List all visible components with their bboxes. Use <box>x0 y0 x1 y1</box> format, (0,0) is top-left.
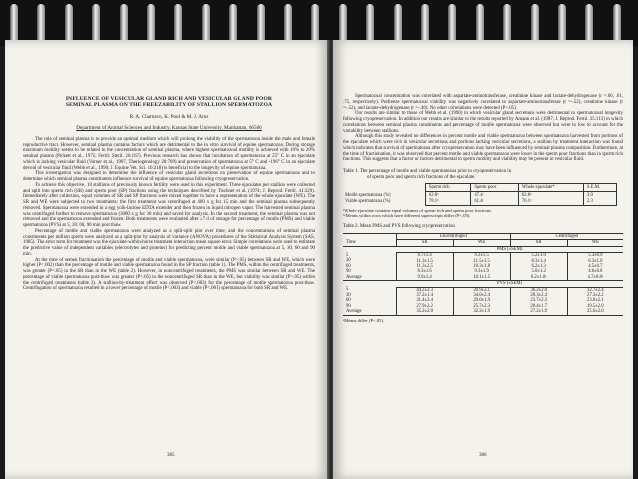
authors: R. A. Charneco, K. Pool & M. J. Arns <box>129 113 209 120</box>
table1-caption-line-2: of sperm poor and sperm rich fractions of the ejaculate. <box>367 174 476 180</box>
table-cell <box>425 192 470 205</box>
paragraph: Spermatozoal concentration was correlated with aspartate-aminotransferase, creatinine kinase and lactate-dehydrogenase (r =.60, .61, .75, respectively). Prefreeze spermatozoal viability was negatively correlated to aspartate-aminotransferase (r =-.52), creatinine kinase (r =-.52), and lactate-dehydrogenase (r =-.46). No other correlations were detected (P>.05). <box>343 94 623 111</box>
binder-ring <box>421 4 429 44</box>
cell-value: 6.3±1.0 <box>588 258 603 264</box>
cell-value: 78.1ᵇ <box>428 198 439 204</box>
table1 <box>345 183 617 206</box>
cell-value: 28.3±2.4 <box>530 293 547 299</box>
binder-ring <box>92 4 100 44</box>
cell-value: 11.3±2.5 <box>416 264 433 270</box>
binder-ring <box>311 4 319 44</box>
data-column <box>396 253 453 281</box>
binder-ring <box>476 4 484 44</box>
table-header: Sperm rich <box>425 184 470 192</box>
table-header: WE <box>453 240 510 246</box>
data-column <box>453 287 510 315</box>
cell-value: 10.3±1.8 <box>473 264 490 270</box>
cell-value: 25.6±2.0 <box>587 309 604 315</box>
table-header: S.E.M. <box>583 184 616 192</box>
paper-title <box>23 96 315 109</box>
table-header-row <box>345 184 617 192</box>
binder-ring <box>37 4 45 44</box>
cell-value: 23.0±2.1 <box>587 298 604 304</box>
cell-value: 3.0 <box>586 193 593 199</box>
binder-ring <box>284 4 292 44</box>
cell-value: 27.9±2.2 <box>416 303 433 309</box>
binder-ring <box>503 4 511 44</box>
cell-value: 2.3 <box>586 198 593 204</box>
table1-caption-line-1: Table 1. The percentage of motile and viable spermatozoa prior to cryopreservation in <box>343 169 512 174</box>
cell-value: 29.0±1.9 <box>473 298 490 304</box>
binder-ring <box>448 4 456 44</box>
cell-value: 27.3±2.2 <box>587 293 604 299</box>
cell-value: 5.3±0.9 <box>588 253 603 259</box>
data-column <box>567 287 623 315</box>
binder-ring <box>613 4 621 44</box>
section-label: PMS (±SEM) <box>396 246 623 252</box>
time-column <box>343 287 396 315</box>
cell-value: 4.5±0.7 <box>588 264 603 270</box>
cell-value: 32.7±2.4 <box>587 287 604 293</box>
data-column <box>510 253 567 281</box>
table-header: SR <box>510 240 567 246</box>
cell-value: 6.2±1.0ᵃ <box>530 274 547 280</box>
table-row <box>343 253 623 281</box>
footnote: ᵃWhole ejaculate contains equal volumes of sperm rich and sperm poor fractions. <box>343 207 492 213</box>
binder-ring <box>229 4 237 44</box>
binder-ring <box>65 4 73 44</box>
table2-caption: Table 2. Mean PMS and PVS following cryopreservation <box>343 224 455 230</box>
right-body <box>343 94 623 163</box>
cell-value: 61.4ᶜ <box>474 198 484 204</box>
time-value: 5 <box>346 252 349 258</box>
title-line-2: SEMINAL PLASMA ON THE FREEZABILITY OF STALLION SPERMATOZOA <box>65 102 273 109</box>
paragraph: Our results are similar to those of Webb et al. (1990) in which vesicular gland secretions were detrimental to spermatozoal longevity following cryopreservation. In addition our results are similar to the results reported by Amann et al. (1987; J. Reprod. Fertil. 35:113) in which correlations between seminal plasma constituents and percentage of motile spermatozoa were observed but were to low to account for the variability between stallions. <box>343 111 623 134</box>
binder-ring <box>531 4 539 44</box>
data-column <box>510 287 567 315</box>
table-header: WE <box>567 240 623 246</box>
time-value: 30 <box>346 258 351 264</box>
cell-value: 9.9±1.4 <box>417 274 432 280</box>
row-label-text: Viable spermatozoa (%) <box>345 198 391 204</box>
page-number: 386 <box>479 453 487 458</box>
cell-value: 10.1±1.5 <box>473 274 490 280</box>
cell-value: 31.4±2.4 <box>416 298 433 304</box>
paragraph: To achieve this objective, 10 stallions of previously known fertility were used in this experiment. Three ejaculates per stallion were collected and split into sperm rich (SR) and sperm poor (SP) fractions using the techniques described by Tischner et al. (1974; J. Reprod. Fertil. 41:329). Immediately after collection, equal volumes of SR and SP fractions were mixed together to have a representation of the whole ejaculate (WE). The SR and WE were subjected to two treatments: the first treatment was centrifuged at 400 x g for 15 min and the seminal plasma subsequently removed. Spermatozoa were extended in a egg yolk-lactose EDTA extender and then frozen in liquid nitrogen vapor. The harvested seminal plasma was centrifuged further to remove spermatozoa (3000 x g for 30 min) and saved for analysis. In the second treatment, the seminal plasma was not removed and the spermatozoa extended and frozen. Both treatments were evaluated after ≥7 d of storage for percentage of motile (PMS) and viable spermatozoa (PVS) at 5, 30, 60, 90 min post thaw. <box>23 182 315 229</box>
group-header: Centrifuged <box>510 233 623 239</box>
paragraph: The role of seminal plasma is to provide an optimal medium which will prolong the viability of the spermatozoa inside the male and female reproductive tract. However, seminal plasma contains factors which are detrimental to the in vitro survival of equine spermatozoa. During storage maximum motility seems to be related to the concentration of seminal plasma, where highest spermatozoal motility is achieved with 10% to 20% seminal plasma (Pickett et al., 1975; Fertil. Steril. 26:167). Previous research has shown that incubation of spermatozoa at 25° C in an ejaculate which is lacking vesicular fluid (Varner et al., 1987, Theriogenology 28:709) and preservation of spermatozoa at 5° C and -196° C in an ejaculate devoid of vesicular fluid (Webb et al., 1990; J. Equine Vet. Sci. 10:218) is beneficial to the longevity of equine spermatozoa. <box>23 136 315 171</box>
time-header: Time <box>343 240 396 246</box>
table1-caption <box>343 169 623 180</box>
cell-value: 27.2±1.9 <box>530 309 547 315</box>
cell-value: 32.2±1.9 <box>473 309 490 315</box>
cell-value: 8.3±1.6 <box>417 269 432 275</box>
left-page <box>5 40 329 479</box>
table-cell <box>345 184 425 192</box>
table-row <box>345 192 617 205</box>
paragraph: At the time of semen fractionation the percentage of motile and viable spermatozoa, were similar (P>.05) between SR and WE, which were higher (P<.002) than the percentage of motile and viable spermatozoa found in the SP fraction (table 1). The PMS, within the centrifuged treatments, was greater (P<.05) in the SR than in the WE (table 2). However, in noncentrifuged treatments, the PMS was similar between SR and WE. The percentage of viable spermatozoa post-thaw was greater (P<.05) in the noncentrifuged SR than in the WE, but viability was similar (P>.05) within the centrifuged treatments (table 2). A stallion-by-treatment effect was observed (P<.003) for the percentage of motile spermatozoa post-thaw. Centrifugation of spermatozoa resulted in a lower percentage of motile (P<.003) and viable (P<.001) spermatozoa for both SR and WE. <box>23 257 315 292</box>
binder-ring <box>339 4 347 44</box>
paragraph: Although this study revealed no differences in percent motile and viable spermatozoa between spermatozoa harvested from portions of the ejaculate which were rich in vesicular secretions and portions lacking vesicular secretions, a stallion by treatment interaction was found which indicates that survival of spermatozoa after cryopreservation may have been influenced by seminal plasma composition. Furthermore, at the time of fractionation, it was observed that percent motile and viable spermatozoa were lower in the sperm poor fractions than in sperm rich fractions. This suggests that a factor or factors detrimental to sperm motility and viability may be present in vesicular fluid. <box>343 134 623 163</box>
table-header: Whole ejaculate* <box>518 184 583 192</box>
table-header: Sperm poor <box>471 184 519 192</box>
binder-ring <box>120 4 128 44</box>
time-value: 30 <box>346 292 351 298</box>
cell-value: 5.0±1.2 <box>531 269 546 275</box>
cell-value: 11.3±1.5 <box>416 258 433 264</box>
cell-value: 47.4ᶜ <box>474 193 484 199</box>
table-header: SR <box>396 240 453 246</box>
cell-value: 23.7±2.3 <box>530 298 547 304</box>
cell-value: 9.2±1.5 <box>474 253 489 259</box>
title-line-1: INFLUENCE OF VESICULAR GLAND RICH AND VESICULAR GLAND POOR <box>65 96 273 102</box>
paragraph: Percentage of motile and viable spermatozoa were analyzed as a split-split plot over time, and the concentrations of seminal plasma constituents per million sperm were analyzed as a split-plot by analysis of variance (ANOVA) procedures of the Statistical Analysis System (SAS, 1985). The error term for treatment was the ejaculate-within-horse treatment interaction mean square error. Simple correlations were used to estimate the predictive value of independent variables (electrolytes and proteins) for predicting percent motile and viable spermatozoa at 5, 30, 60 and 90 min. <box>23 228 316 257</box>
group-header: Uncentrifuged <box>396 233 510 239</box>
data-column <box>396 287 453 315</box>
time-value: 5 <box>346 287 349 293</box>
binder-ring <box>394 4 402 44</box>
paragraph: This investigation was designed to determine the influence of vesicular gland secretions on preservation of equine spermatozoa and to determine which seminal plasma constituents influence survival of equine spermatozoa following cryopreservation. <box>23 171 315 183</box>
footnote: ᵇᶜMeans within rows which have different superscripts differ (P<.05). <box>343 213 471 219</box>
cell-value: 25.7±2.3 <box>473 303 490 309</box>
time-value: Average <box>346 309 362 315</box>
row-label-text: Motile spermatozoa (%) <box>345 193 391 199</box>
table2 <box>343 233 623 316</box>
cell-value: 34.0±2.4 <box>473 293 490 299</box>
table-cell <box>471 192 519 205</box>
cell-value: 37.2±1.4 <box>416 293 433 299</box>
section-label: PVS (±SEM) <box>396 281 623 287</box>
cell-value: 4.7±0.8ᵃ <box>587 274 604 280</box>
table-row <box>343 287 623 315</box>
cell-value: 9.3±1.9 <box>474 269 489 275</box>
department: Department of Animal Sciences and Industry, Kansas State University, Manhattan, 66506 <box>76 124 262 131</box>
cell-value: 19.5±2.0 <box>587 303 604 309</box>
time-value: 60 <box>346 263 351 269</box>
cell-value: 4.6±0.8 <box>588 269 603 275</box>
cell-value: 76.1ᵇ <box>521 198 532 204</box>
cell-value: 5.2±1.0 <box>531 253 546 259</box>
cell-value: 35.2±2.0 <box>416 309 433 315</box>
table1-footnotes <box>343 208 623 219</box>
cell-value: 62.8ᵇ <box>521 193 532 199</box>
table-cell <box>583 192 616 205</box>
right-page <box>333 40 633 479</box>
data-column <box>453 253 510 281</box>
cell-value: 36.2±2.8 <box>530 287 547 293</box>
binder-ring <box>174 4 182 44</box>
table2-footnote: ᵃMeans differ (P<.05). <box>343 317 385 323</box>
cell-value: 8.3±1.4 <box>531 258 546 264</box>
row-label <box>345 192 425 205</box>
cell-value: 20.4±1.7 <box>530 303 547 309</box>
time-column <box>343 253 396 281</box>
cell-value: 8.7±1.4 <box>417 253 432 259</box>
time-value: 60 <box>346 298 351 304</box>
cell-value: 6.2±1.3 <box>531 264 546 270</box>
binder-ring <box>147 4 155 44</box>
cell-value: 62.8ᵇ <box>428 193 439 199</box>
cell-value: 39.9±2.1 <box>473 287 490 293</box>
binder-ring <box>585 4 593 44</box>
cell-value: 11.5±1.5 <box>473 258 490 264</box>
binder-ring <box>257 4 265 44</box>
data-column <box>567 253 623 281</box>
binder-ring <box>10 4 18 44</box>
binder-ring <box>558 4 566 44</box>
time-value: 90 <box>346 269 351 275</box>
page-number: 385 <box>167 453 175 458</box>
cell-value: 44.2±2.3 <box>416 287 433 293</box>
table-cell <box>518 192 583 205</box>
time-value: Average <box>346 274 362 280</box>
left-body <box>23 137 315 292</box>
time-value: 90 <box>346 303 351 309</box>
binder-ring <box>366 4 374 44</box>
binder-ring <box>202 4 210 44</box>
